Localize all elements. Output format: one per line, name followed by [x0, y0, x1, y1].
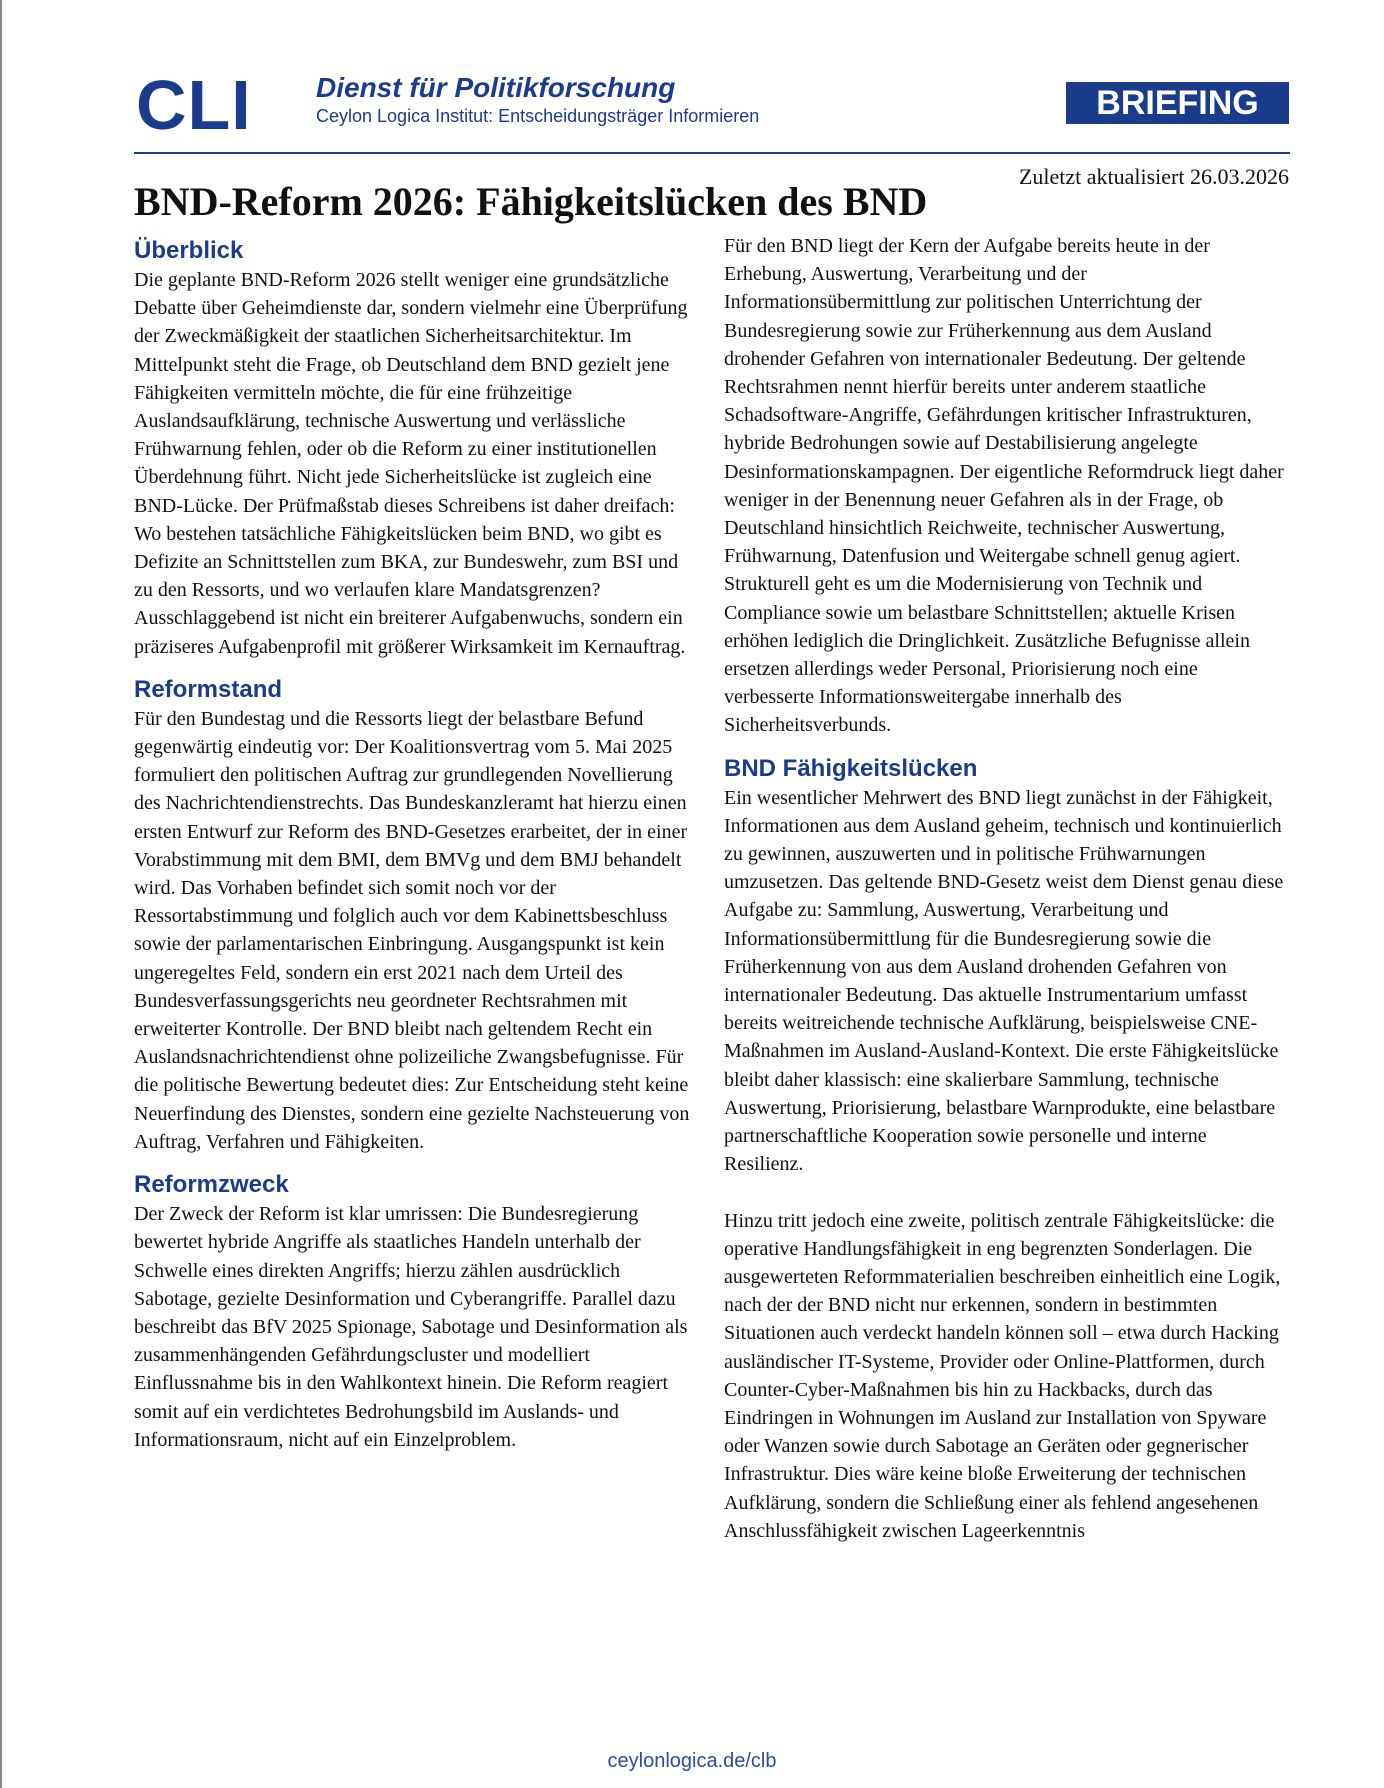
- org-subtitle: Ceylon Logica Institut: Entscheidungsträger Informieren: [316, 106, 760, 126]
- section-heading-gaps: BND Fähigkeitslücken: [724, 754, 978, 782]
- last-updated-date: Zuletzt aktualisiert 26.03.2026: [1018, 164, 1289, 189]
- paragraph-spacer: [724, 1179, 1290, 1207]
- right-column: [724, 232, 1290, 1545]
- cli-logo: CLI: [136, 66, 252, 144]
- section-purpose-continued: [724, 232, 1290, 740]
- document-title: BND-Reform 2026: Fähigkeitslücken des BND: [134, 179, 928, 224]
- section-gaps: [724, 754, 1290, 1545]
- section-status: [134, 675, 690, 1156]
- section-heading-overview: Überblick: [134, 237, 244, 264]
- page-edge-rule: [0, 0, 2, 1788]
- briefing-badge: BRIEFING: [1066, 82, 1289, 124]
- left-column: [134, 236, 690, 1454]
- section-heading-purpose: Reformzweck: [134, 1171, 289, 1199]
- section-text-gaps-2: Hinzu tritt jedoch eine zweite, politisch zentrale Fähigkeitslücke: die operative Handlungsfähigkeit in eng begrenzten Sonderlagen. Die ausgewerteten Reformmaterialien beschreiben einheitlich eine Logik, nach der der BND nicht nur erkennen, sondern in bestimmten Situationen auch verdeckt handeln können soll – etwa durch Hacking ausländischer IT-Systeme, Provider oder Online-Plattformen, durch Counter-Cyber-Maßnahmen bis hin zu Hackbacks, durch das Eindringen in Wohnungen im Ausland zur Installation von Spyware oder Wanzen sowie durch Sabotage an Geräten oder gegnerischer Infrastruktur. Dies wäre keine bloße Erweiterung der technischen Aufklärung, sondern die Schließung einer als fehlend angesehenen Anschlussfähigkeit zwischen Lageerkenntnis: [724, 1209, 1281, 1542]
- section-heading-status: Reformstand: [134, 675, 283, 703]
- section-overview: [134, 236, 690, 661]
- footer-website-link[interactable]: ceylonlogica.de/clb: [607, 1750, 777, 1772]
- org-name: Dienst für Politikforschung: [316, 72, 676, 103]
- section-text-purpose: Der Zweck der Reform ist klar umrissen: Die Bundesregierung bewertet hybride Angriffe als staatliches Handeln unterhalb der Schwelle eines direkten Angriffs; hierzu zählen ausdrücklich Sabotage, gezielte Desinformation und Cyberangriffe. Parallel dazu beschreibt das BfV 2025 Spionage, Sabotage und Desinformation als zusammenhängenden Gefährdungscluster und modelliert Einflussnahme bis in den Wahlkontext hinein. Die Reform reagiert somit auf ein verdichtetes Bedrohungsbild im Auslands- und Informationsraum, nicht auf ein Einzelproblem.: [134, 1203, 688, 1451]
- section-text-overview: Die geplante BND-Reform 2026 stellt weniger eine grundsätzliche Debatte über Geheimdienste dar, sondern vielmehr eine Überprüfung der Zweckmäßigkeit der staatlichen Sicherheitsarchitektur. Im Mittelpunkt steht die Frage, ob Deutschland dem BND gezielt jene Fähigkeiten vermitteln möchte, die für eine frühzeitige Auslandsaufklärung, technische Auswertung und verlässliche Frühwarnung fehlen, oder ob die Reform zu einer institutionellen Überdehnung führt. Nicht jede Sicherheitslücke ist zugleich eine BND-Lücke. Der Prüfmaßstab dieses Schreibens ist daher dreifach: Wo bestehen tatsächliche Fähigkeitslücken beim BND, wo gibt es Defizite an Schnittstellen zum BKA, zur Bundeswehr, zum BSI und zu den Ressorts, und wo verlaufen klare Mandatsgrenzen? Ausschlaggebend ist nicht ein breiterer Aufgabenwuchs, sondern ein präziseres Aufgabenprofil mit größerer Wirksamkeit im Kernauftrag.: [134, 269, 688, 658]
- section-text-status: Für den Bundestag und die Ressorts liegt der belastbare Befund gegenwärtig eindeutig vor: Der Koalitionsvertrag vom 5. Mai 2025 formuliert den politischen Auftrag zur grundlegenden Novellierung des Nachrichtendienstrechts. Das Bundeskanzleramt hat hierzu einen ersten Entwurf zur Reform des BND-Gesetzes erarbeitet, der in einer Vorabstimmung mit dem BMI, dem BMVg und dem BMJ behandelt wird. Das Vorhaben befindet sich somit noch vor der Ressortabstimmung und folglich auch vor dem Kabinettsbeschluss sowie der parlamentarischen Einbringung. Ausgangspunkt ist kein ungeregeltes Feld, sondern ein erst 2021 nach dem Urteil des Bundesverfassungsgerichts neu geordneter Rechtsrahmen mit erweiterter Kontrolle. Der BND bleibt nach geltendem Recht ein Auslandsnachrichtendienst ohne polizeiliche Zwangsbefugnisse. Für die politische Bewertung bedeutet dies: Zur Entscheidung steht keine Neuerfindung des Dienstes, sondern eine gezielte Nachsteuerung von Auftrag, Verfahren und Fähigkeiten.: [134, 707, 690, 1153]
- section-text-gaps-1: Ein wesentlicher Mehrwert des BND liegt zunächst in der Fähigkeit, Informationen aus dem Ausland geheim, technisch und kontinuierlich zu gewinnen, auszuwerten und in politische Frühwarnungen umzusetzen. Das geltende BND-Gesetz weist dem Dienst genau diese Aufgabe zu: Sammlung, Auswertung, Verarbeitung und Informationsübermittlung für die Bundesregierung sowie die Früherkennung von aus dem Ausland drohenden Gefahren von internationaler Bedeutung. Das aktuelle Instrumentarium umfasst bereits weitreichende technische Aufklärung, beispielsweise CNE-Maßnahmen im Ausland-Ausland-Kontext. Die erste Fähigkeitslücke bleibt daher klassisch: eine skalierbare Sammlung, technische Auswertung, Priorisierung, belastbare Warnprodukte, eine belastbare partnerschaftliche Kooperation sowie personelle und interne Resilienz.: [724, 786, 1284, 1176]
- section-purpose: [134, 1170, 690, 1454]
- header-divider: [134, 152, 1290, 154]
- section-text-purpose-continued: Für den BND liegt der Kern der Aufgabe bereits heute in der Erhebung, Auswertung, Verarbeitung und der Informationsübermittlung zur politischen Unterrichtung der Bundesregierung sowie zur Früherkennung aus dem Ausland drohender Gefahren von internationaler Bedeutung. Der geltende Rechtsrahmen nennt hierfür bereits unter anderem staatliche Schadsoftware-Angriffe, Gefährdungen kritischer Infrastrukturen, hybride Bedrohungen sowie auf Destabilisierung angelegte Desinformationskampagnen. Der eigentliche Reformdruck liegt daher weniger in der Benennung neuer Gefahren als in der Frage, ob Deutschland hinsichtlich Reichweite, technischer Auswertung, Frühwarnung, Datenfusion und Weitergabe schnell genug agiert. Strukturell geht es um die Modernisierung von Technik und Compliance sowie um belastbare Schnittstellen; aktuelle Krisen erhöhen lediglich die Dringlichkeit. Zusätzliche Befugnisse allein ersetzen allerdings weder Personal, Priorisierung noch eine verbesserte Informationsweitergabe innerhalb des Sicherheitsverbunds.: [724, 235, 1284, 737]
